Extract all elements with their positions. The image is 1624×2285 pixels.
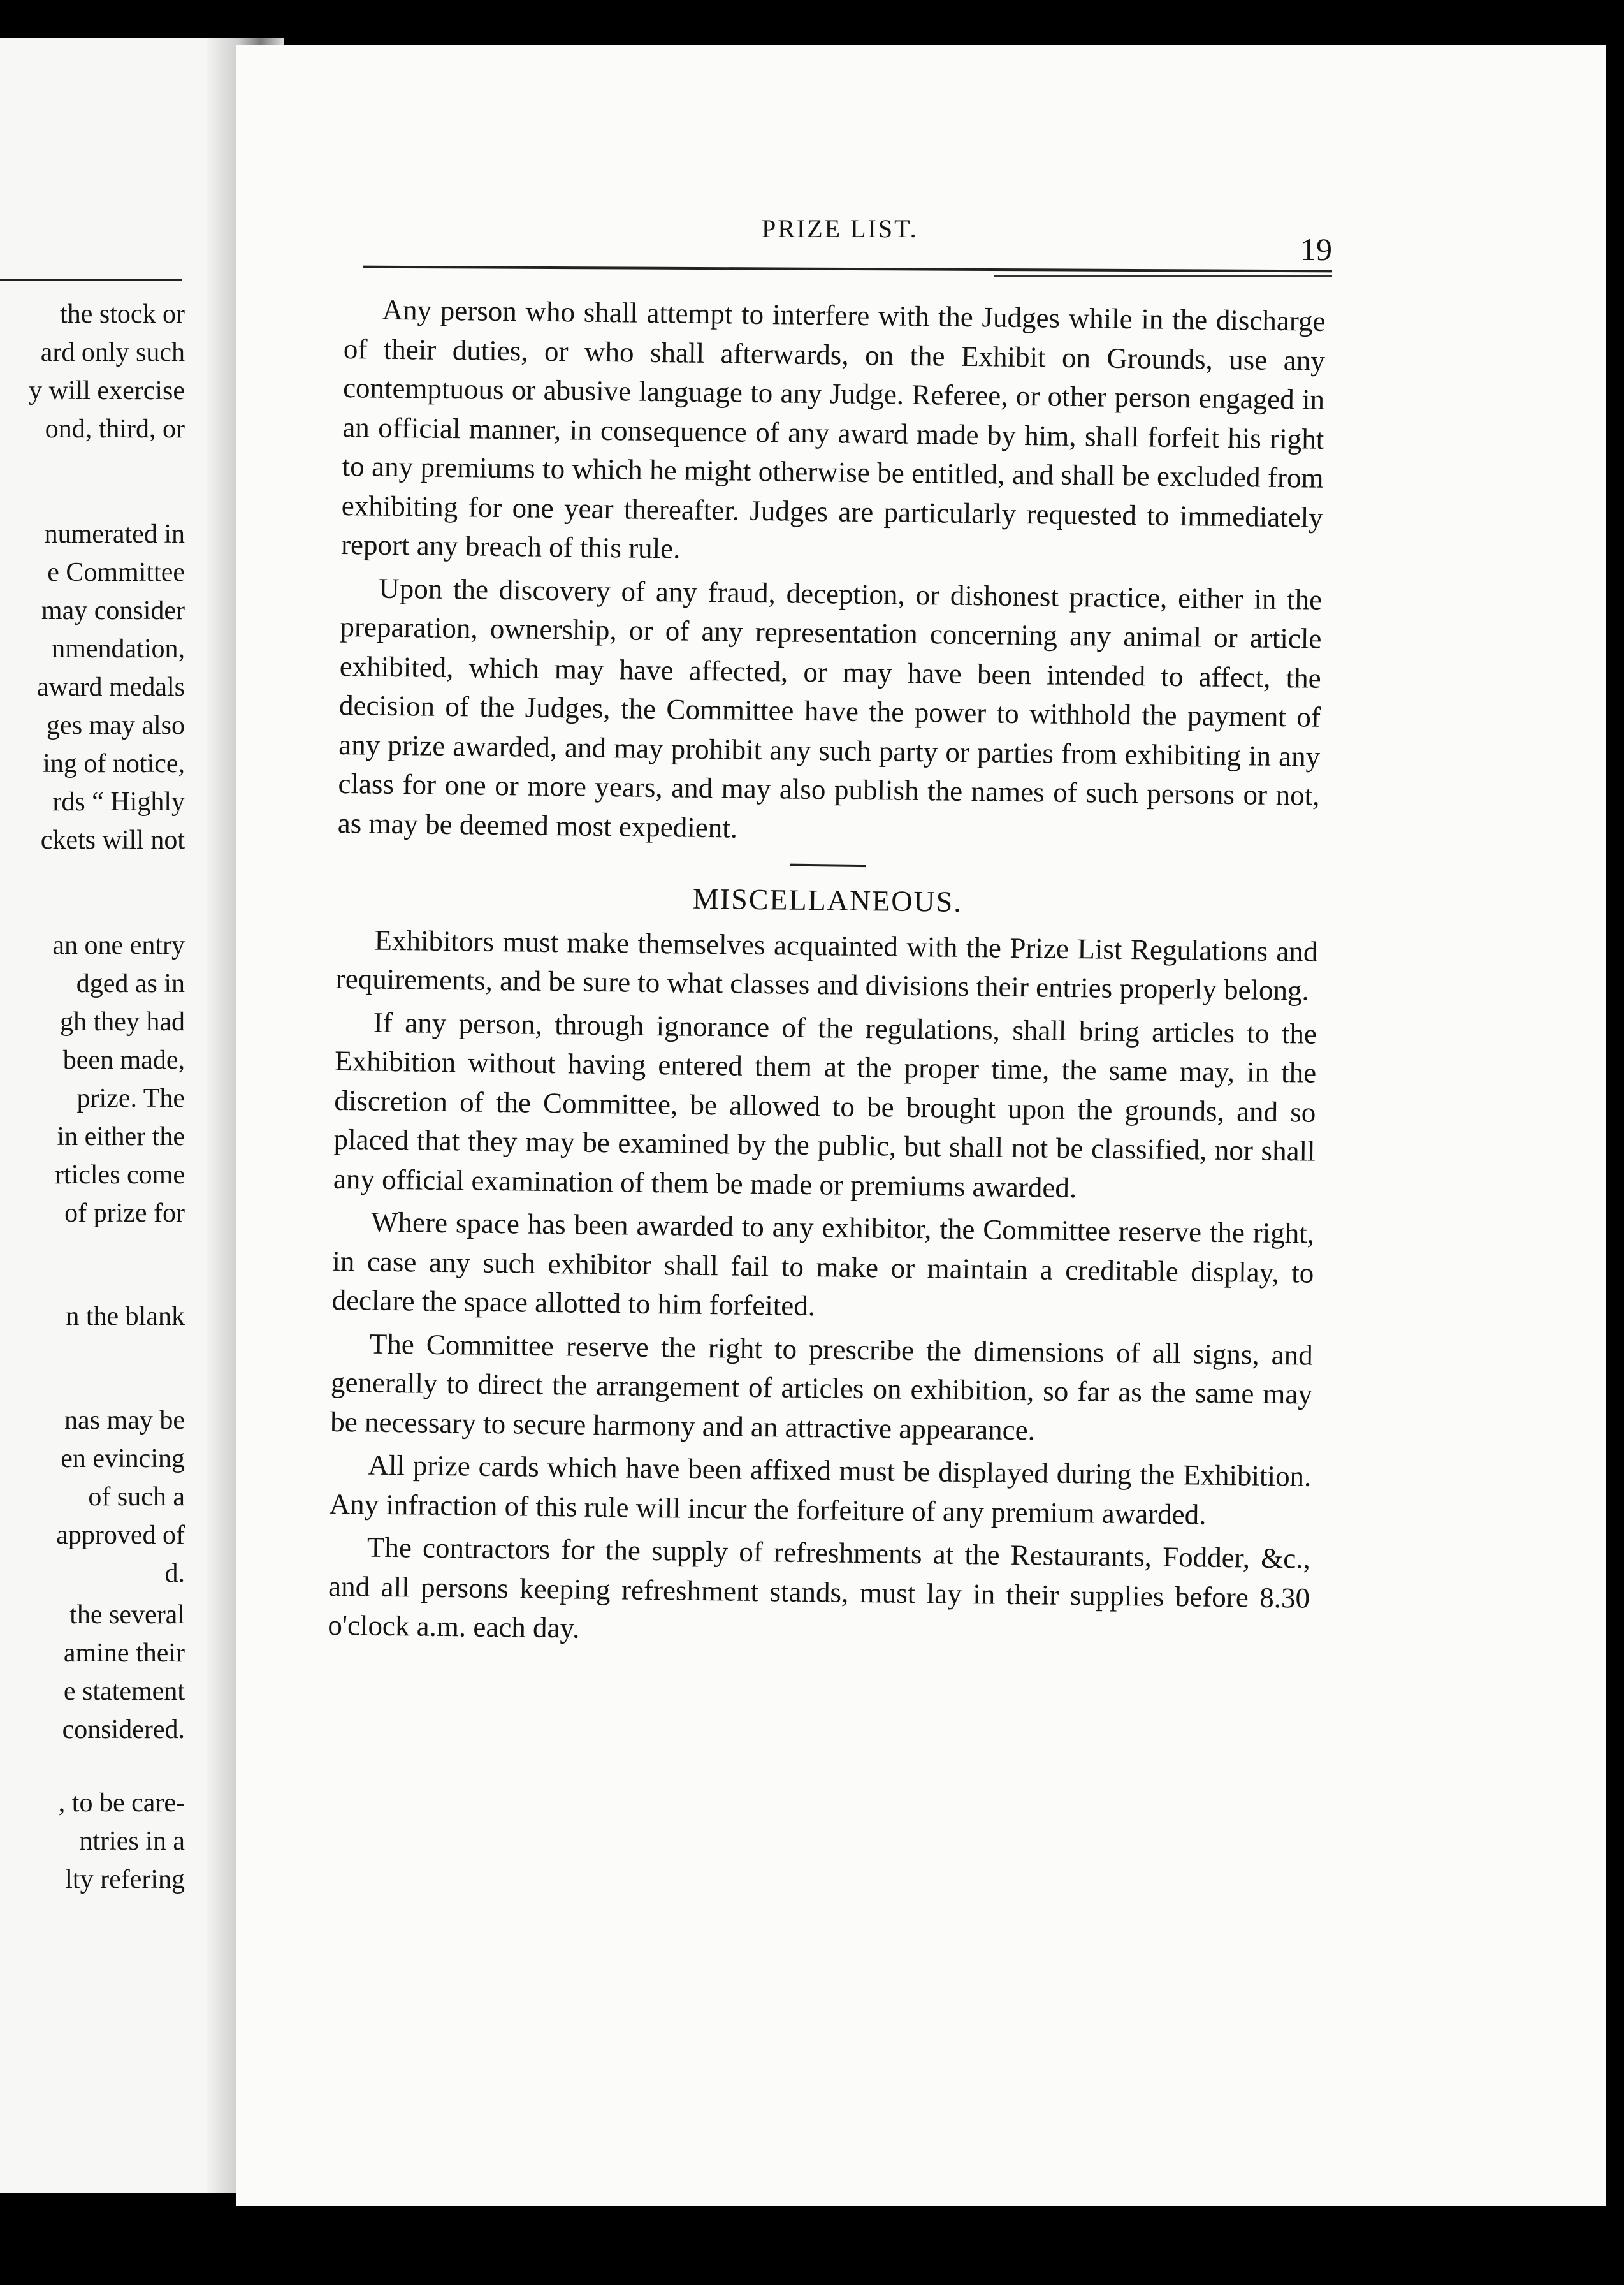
- body-text: [328, 290, 1326, 1657]
- header-rule-secondary: [994, 275, 1332, 277]
- left-line: of such a: [88, 1482, 185, 1512]
- left-line: the stock or: [60, 300, 185, 329]
- left-line: ntries in a: [79, 1827, 185, 1856]
- left-line: y will exercise: [29, 376, 185, 405]
- left-line: award medals: [36, 673, 185, 702]
- left-line: been made,: [62, 1046, 185, 1075]
- left-line: rds “ Highly: [52, 787, 185, 817]
- left-line: nas may be: [64, 1406, 185, 1435]
- left-line: ges may also: [47, 711, 185, 740]
- paragraph: All prize cards which have been affixed must be displayed during the Exhibition. Any infraction of this rule will incur the forfeiture of any premium awarded.: [329, 1449, 1312, 1531]
- left-line: amine their: [63, 1639, 185, 1668]
- left-line: lty refering: [65, 1865, 185, 1894]
- paragraph: If any person, through ignorance of the regulations, shall bring articles to the Exhibition without having entered them at the proper time, the same may, in the discretion of the Committee, be allowed to be brought upon the grounds, and so placed that they may be examined by the public, but shall not be classified, nor shall any official examination of them be made or premiums awarded.: [333, 1006, 1317, 1204]
- left-line: approved of: [56, 1521, 185, 1550]
- left-page-rule: [0, 279, 182, 281]
- left-line: in either the: [57, 1122, 185, 1151]
- left-line: ond, third, or: [45, 414, 185, 444]
- left-line: dged as in: [76, 969, 185, 998]
- left-line: e statement: [63, 1677, 185, 1706]
- page-number: 19: [1300, 231, 1332, 267]
- left-line: prize. The: [76, 1084, 185, 1113]
- left-line: an one entry: [52, 931, 185, 960]
- left-line: d.: [164, 1559, 185, 1588]
- left-line: of prize for: [64, 1199, 185, 1228]
- section-heading: MISCELLANEOUS.: [692, 882, 963, 918]
- left-line: gh they had: [60, 1007, 185, 1037]
- left-line: nmendation,: [52, 634, 185, 664]
- left-line: n the blank: [66, 1302, 185, 1331]
- left-line: considered.: [62, 1715, 185, 1744]
- paragraph: The contractors for the supply of refreshments at the Restaurants, Fodder, &c., and all persons keeping refreshment stands, must lay in their supplies before 8.30 o'clock a.m. each day.: [328, 1531, 1311, 1644]
- left-line: may consider: [41, 596, 185, 625]
- left-line: ard only such: [40, 338, 185, 367]
- section-divider: [790, 864, 866, 867]
- paragraph: The Committee reserve the right to prescribe the dimensions of all signs, and generally to direct the arrangement of articles on exhibition, so far as the same may be necessary to secure harmony and an attractive appearance.: [330, 1327, 1314, 1446]
- left-line: rticles come: [54, 1160, 185, 1190]
- left-line: en evincing: [61, 1444, 185, 1473]
- paragraph: Exhibitors must make themselves acquainted with the Prize List Regulations and requirements, and be sure to what classes and divisions their entries properly belong.: [335, 924, 1318, 1007]
- paragraph: Upon the discovery of any fraud, deception, or dishonest practice, either in the preparation, ownership, or of any representation concerning any animal or article exhibited, which may have affected, or may have been intended to affect, the decision of the Judges, the Committee have the power to withhold the payment of any prize awarded, and may prohibit any such party or parties from exhibiting in any class for one or more years, and may also publish the names of such persons or not, as may be deemed most expedient.: [337, 572, 1323, 844]
- left-line: ckets will not: [40, 826, 185, 855]
- running-head: PRIZE LIST.: [762, 214, 918, 243]
- left-line: , to be care-: [58, 1788, 185, 1818]
- left-line: the several: [69, 1600, 185, 1630]
- left-line: ing of notice,: [43, 749, 185, 778]
- left-line: numerated in: [44, 520, 185, 549]
- paragraph: Any person who shall attempt to interfere with the Judges while in the discharge of their duties, or who shall afterwards, on the Exhibit on Grounds, use any contemptuous or abusive language to any Judge. Referee, or other person engaged in an official manner, in consequence of any award made by him, shall forfeit his right to any premiums to which he might otherwise be entitled, and shall be excluded from exhibiting for one year thereafter. Judges are particularly requested to immediately report any breach of this rule.: [340, 293, 1326, 565]
- left-line: e Committee: [47, 558, 185, 587]
- paragraph: Where space has been awarded to any exhibitor, the Committee reserve the right, in case any such exhibitor shall fail to make or maintain a creditable display, to declare the space allotted to him forfeited.: [331, 1206, 1315, 1322]
